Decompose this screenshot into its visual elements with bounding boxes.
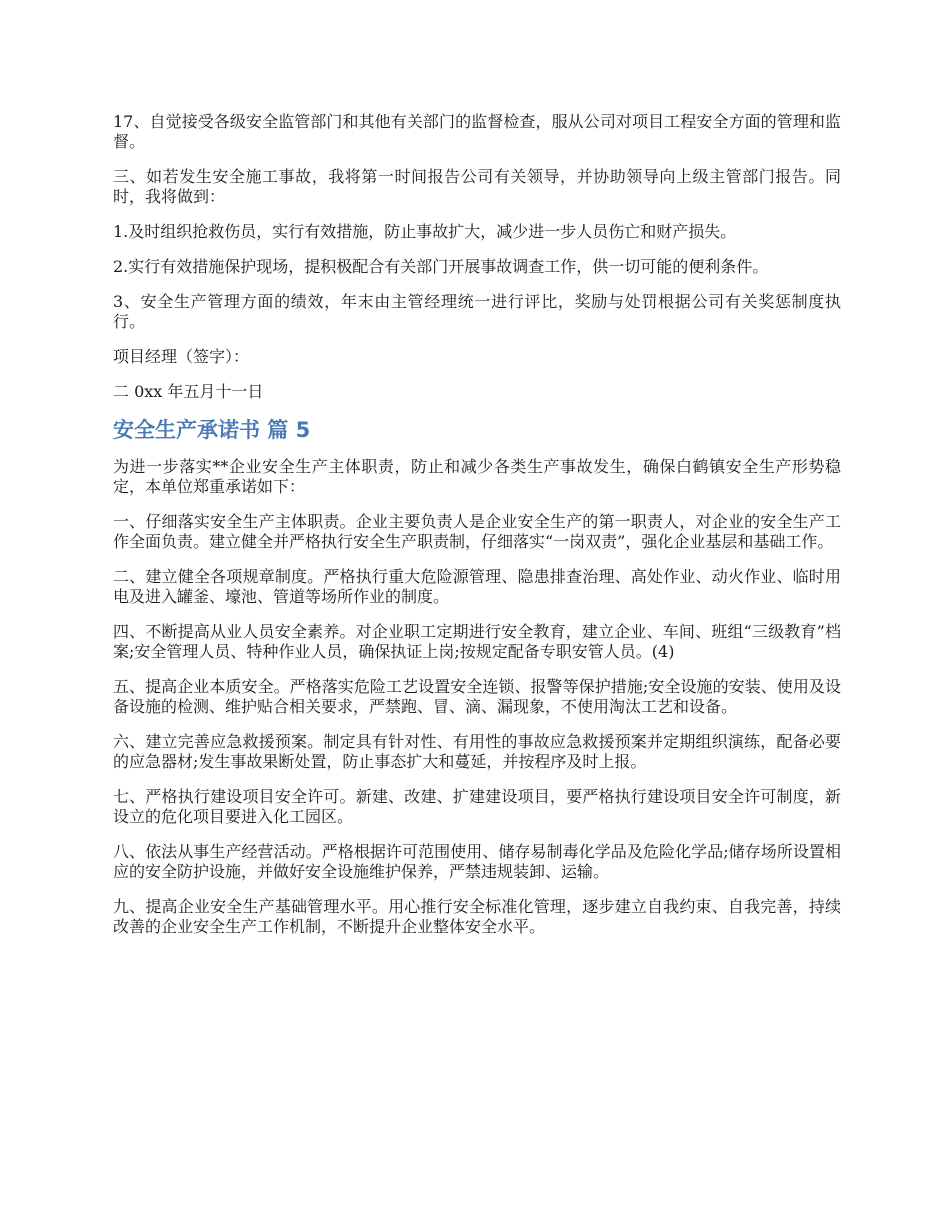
paragraph-item-17: 17、自觉接受各级安全监管部门和其他有关部门的监督检查，服从公司对项目工程安全方面的管理和监督。 — [113, 112, 841, 151]
paragraph-intro: 为进一步落实**企业安全生产主体职责，防止和减少各类生产事故发生，确保白鹤镇安全生产形势稳定，本单位郑重承诺如下： — [113, 457, 841, 496]
paragraph-item-8: 八、依法从事生产经营活动。严格根据许可范围使用、储存易制毒化学品及危险化学品;储存场所设置相应的安全防护设施，并做好安全设施维护保养，严禁违规装卸、运输。 — [113, 842, 841, 881]
paragraph-item-7: 七、严格执行建设项目安全许可。新建、改建、扩建建设项目，要严格执行建设项目安全许可制度，新设立的危化项目要进入化工园区。 — [113, 787, 841, 826]
paragraph-item-5: 五、提高企业本质安全。严格落实危险工艺设置安全连锁、报警等保护措施;安全设施的安装、使用及设备设施的检测、维护贴合相关要求，严禁跑、冒、滴、漏现象，不使用淘汰工艺和设备。 — [113, 677, 841, 716]
paragraph-item-2: 二、建立健全各项规章制度。严格执行重大危险源管理、隐患排查治理、高处作业、动火作业、临时用电及进入罐釜、壕池、管道等场所作业的制度。 — [113, 567, 841, 606]
date-line: 二 0xx 年五月十一日 — [113, 382, 264, 401]
paragraph-accident-report: 三、如若发生安全施工事故，我将第一时间报告公司有关领导，并协助领导向上级主管部门报告。同时，我将做到： — [113, 167, 841, 206]
paragraph-item-9: 九、提高企业安全生产基础管理水平。用心推行安全标准化管理，逐步建立自我约束、自我完善，持续改善的企业安全生产工作机制，不断提升企业整体安全水平。 — [113, 897, 841, 936]
document-page — [113, 112, 841, 952]
paragraph-performance: 3、安全生产管理方面的绩效，年末由主管经理统一进行评比，奖励与处罚根据公司有关奖惩制度执行。 — [113, 292, 841, 331]
paragraph-protect-scene: 2.实行有效措施保护现场，提积极配合有关部门开展事故调查工作，供一切可能的便利条件。 — [113, 257, 769, 276]
paragraph-item-4: 四、不断提高从业人员安全素养。对企业职工定期进行安全教育，建立企业、车间、班组“三级教育”档案;安全管理人员、特种作业人员，确保执证上岗;按规定配备专职安管人员。(4) — [113, 622, 841, 661]
paragraph-item-1: 一、仔细落实安全生产主体职责。企业主要负责人是企业安全生产的第一职责人，对企业的安全生产工作全面负责。建立健全并严格执行安全生产职责制，仔细落实“一岗双责”，强化企业基层和基础工作。 — [113, 512, 841, 551]
signature-line: 项目经理（签字）： — [113, 347, 250, 366]
paragraph-rescue: 1.及时组织抢救伤员，实行有效措施，防止事故扩大，减少进一步人员伤亡和财产损失。 — [113, 222, 737, 241]
paragraph-item-6: 六、建立完善应急救援预案。制定具有针对性、有用性的事故应急救援预案并定期组织演练，配备必要的应急器材;发生事故果断处置，防止事态扩大和蔓延，并按程序及时上报。 — [113, 732, 841, 771]
section-heading: 安全生产承诺书 篇 5 — [113, 418, 311, 442]
